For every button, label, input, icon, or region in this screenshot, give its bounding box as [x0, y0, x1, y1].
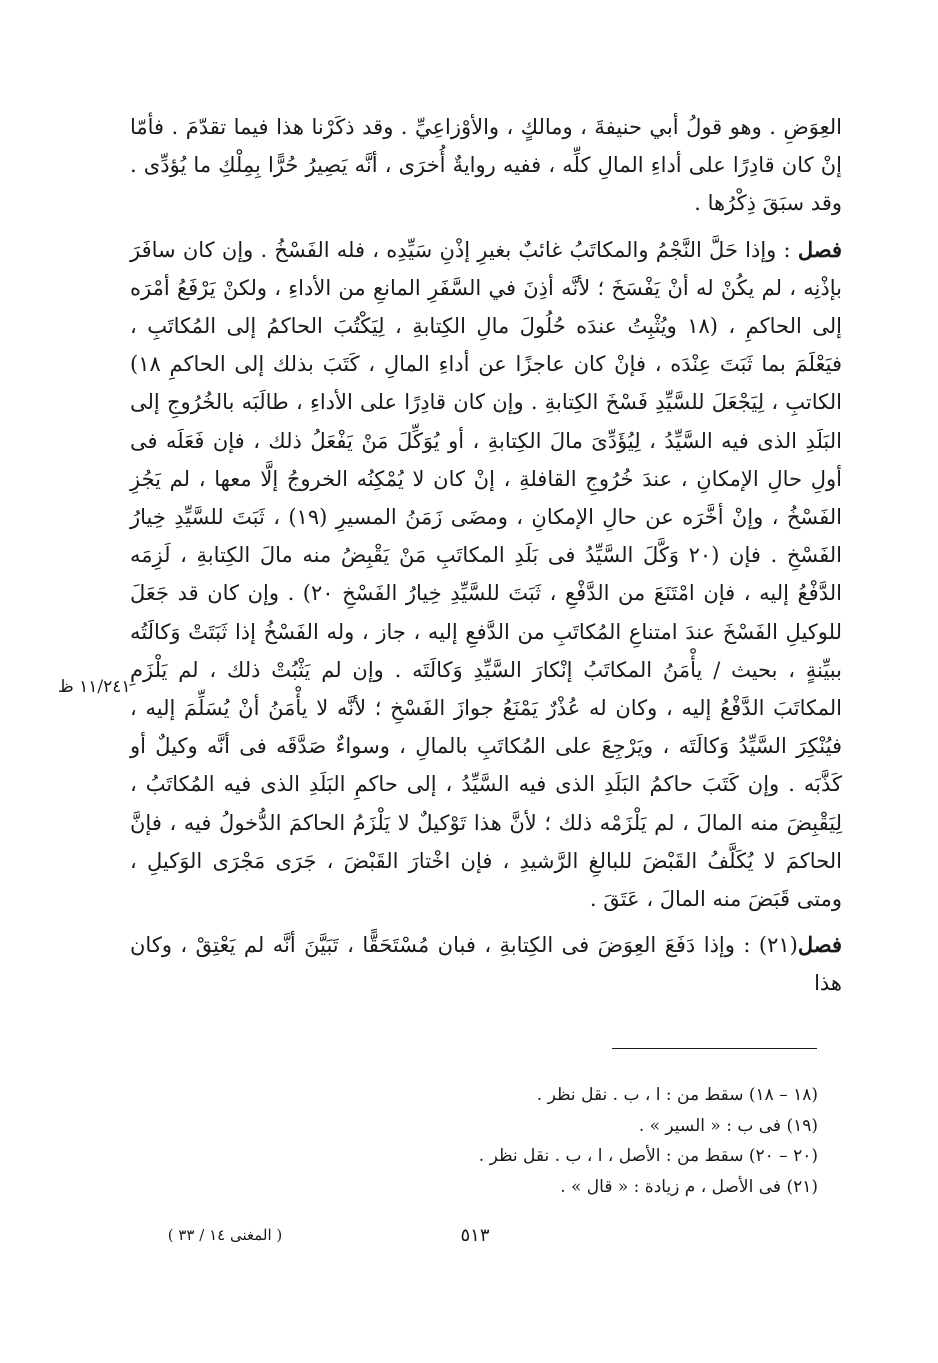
footnote-18: (١٨ – ١٨) سقط من : ا ، ب . نقل نظر .	[536, 1085, 818, 1105]
section-heading-fasl: فصل	[797, 236, 842, 262]
page-number: ٥١٣	[460, 1225, 490, 1246]
footnote-19: (١٩) فى ب : « السير » .	[638, 1115, 818, 1136]
printer-signature: ( المغنى ١٤ / ٣٣ )	[167, 1226, 283, 1244]
paragraph-2	[130, 231, 842, 919]
margin-folio-reference: ١١/٢٤١ ظ	[58, 677, 131, 697]
paragraph-1-text: العِوَضِ . وهو قولُ أبي حنيفةَ ، ومالكٍ ، والأوْزاعِيِّ . وقد ذكَرْنا هذا فيما تقدّمَ . فأمّا إنْ كان قادِرًا على أداءِ المالِ كلِّه ، ففيه روايةٌ أُخرَى ، أنَّه يَصِيرُ حُرًّا بِمِلْكِ ما يُؤدِّى . وقد سبَقَ ذِكْرُها .	[130, 115, 842, 216]
paragraph-1	[130, 108, 842, 223]
paragraph-3	[130, 926, 842, 1002]
footnote-divider	[612, 1048, 817, 1049]
paragraph-3-text: (٢١) : وإذا دَفَعَ العِوَضَ فى الكِتابةِ ، فبان مُسْتَحَقًّا ، تَبَيَّنَ أنَّه لم يَعْتِقْ ، وكان هذا	[130, 933, 842, 996]
section-heading-fasl-21: فصل	[797, 932, 842, 958]
footnotes	[430, 1080, 818, 1202]
main-text	[130, 108, 842, 1003]
footnote-20: (٢٠ – ٢٠) سقط من : الأصل ، ا ، ب . نقل نظر .	[478, 1146, 818, 1166]
paragraph-2-text: : وإذا حَلَّ النَّجْمُ والمكاتَبُ غائبٌ بغيرِ إذْنِ سَيِّدِه ، فله الفَسْخُ . وإن كان سافَرَ بإذْنِه ، لم يكُنْ له أنْ يَفْسَخَ ؛ لأنَّه أذِنَ في السَّفَرِ المانعِ من الأداءِ ، ولكنْ يَرْفَعُ أمْرَه إلى الحاكمِ ، (١٨ ويُثْبِتُ عندَه حُلُولَ مالِ الكِتابةِ ، لِيَكْتُبَ الحاكمُ إلى المُكاتَبِ ، فيَعْلَمَ بما ثَبَتَ عِنْدَه ، فإنْ كان عاجزًا عن أداءِ المالِ ، كَتَبَ بذلك إلى الحاكمِ ١٨) الكاتبِ ، لِيَجْعَلَ للسَّيِّدِ فَسْخَ الكِتابةِ . وإن كان قادِرًا على الأداءِ ، طالَبَه بالخُرُوجِ إلى البَلَدِ الذى فيه السَّيِّدُ ، لِيُؤَدِّىَ مالَ الكِتابةِ ، أو يُوَكِّلَ مَنْ يَفْعَلُ ذلك ، فإن فَعَلَه فى أولِ حالِ الإمكانِ ، عندَ خُرُوجِ القافلةِ ، إنْ كان لا يُمْكِنُه الخروجُ إلَّا معها ، لم يَجُزِ الفَسْخُ ، وإنْ أخَّرَه عن حالِ الإمكانِ ، ومضَى زَمَنُ المسيرِ (١٩) ، ثَبَتَ للسَّيِّدِ خِيارُ الفَسْخِ . فإن (٢٠ وَكَّلَ السَّيِّدُ فى بَلَدِ المكاتَبِ مَنْ يَقْبِضُ منه مالَ الكِتابةِ ، لَزِمَه الدَّفْعُ إليه ، فإن امْتَنَعَ من الدَّفْعِ ، ثَبَتَ للسَّيِّدِ خِيارُ الفَسْخِ ٢٠) . وإن كان قد جَعَلَ للوكيلِ الفَسْخَ عندَ امتناعِ المُكاتَبِ من الدَّفعِ إليه ، جاز ، وله الفَسْخُ إذا ثَبَتَتْ وَكالَتُه ببيِّنةٍ ، بحيث / يأْمَنُ المكاتَبُ إنْكارَ السَّيِّدِ وَكالَتَه . وإن لم يَثْبُتْ ذلك ، لم يَلْزَمِ المكاتَبَ الدَّفْعُ إليه ، وكان له عُذْرٌ يَمْنَعُ جوازَ الفَسْخِ ؛ لأنَّه لا يأْمَنُ أنْ يُسَلِّمَ إليه ، فيُنْكِرَ السَّيِّدُ وَكالَتَه ، ويَرْجِعَ على المُكاتَبِ بالمالِ ، وسواءٌ صَدَّقَه فى أنَّه وكيلٌ أو كَذَّبَه . وإن كَتَبَ حاكمُ البَلَدِ الذى فيه السَّيِّدُ ، إلى حاكمِ البَلَدِ الذى فيه المُكاتَبُ ، لِيَقْبِضَ منه المالَ ، لم يَلْزَمْه ذلك ؛ لأنَّ هذا تَوْكيلٌ لا يَلْزَمُ الحاكمَ الدُّخولُ فيه ، فإنَّ الحاكمَ لا يُكَلَّفُ القَبْضَ للبالغِ الرَّشيدِ ، فإن اخْتارَ القَبْضَ ، جَرَى مَجْرَى الوَكيلِ ، ومتى قَبَضَ منه المالَ ، عَتَقَ .	[130, 237, 842, 912]
footnote-21: (٢١) فى الأصل ، م زيادة : « قال » .	[560, 1176, 818, 1197]
